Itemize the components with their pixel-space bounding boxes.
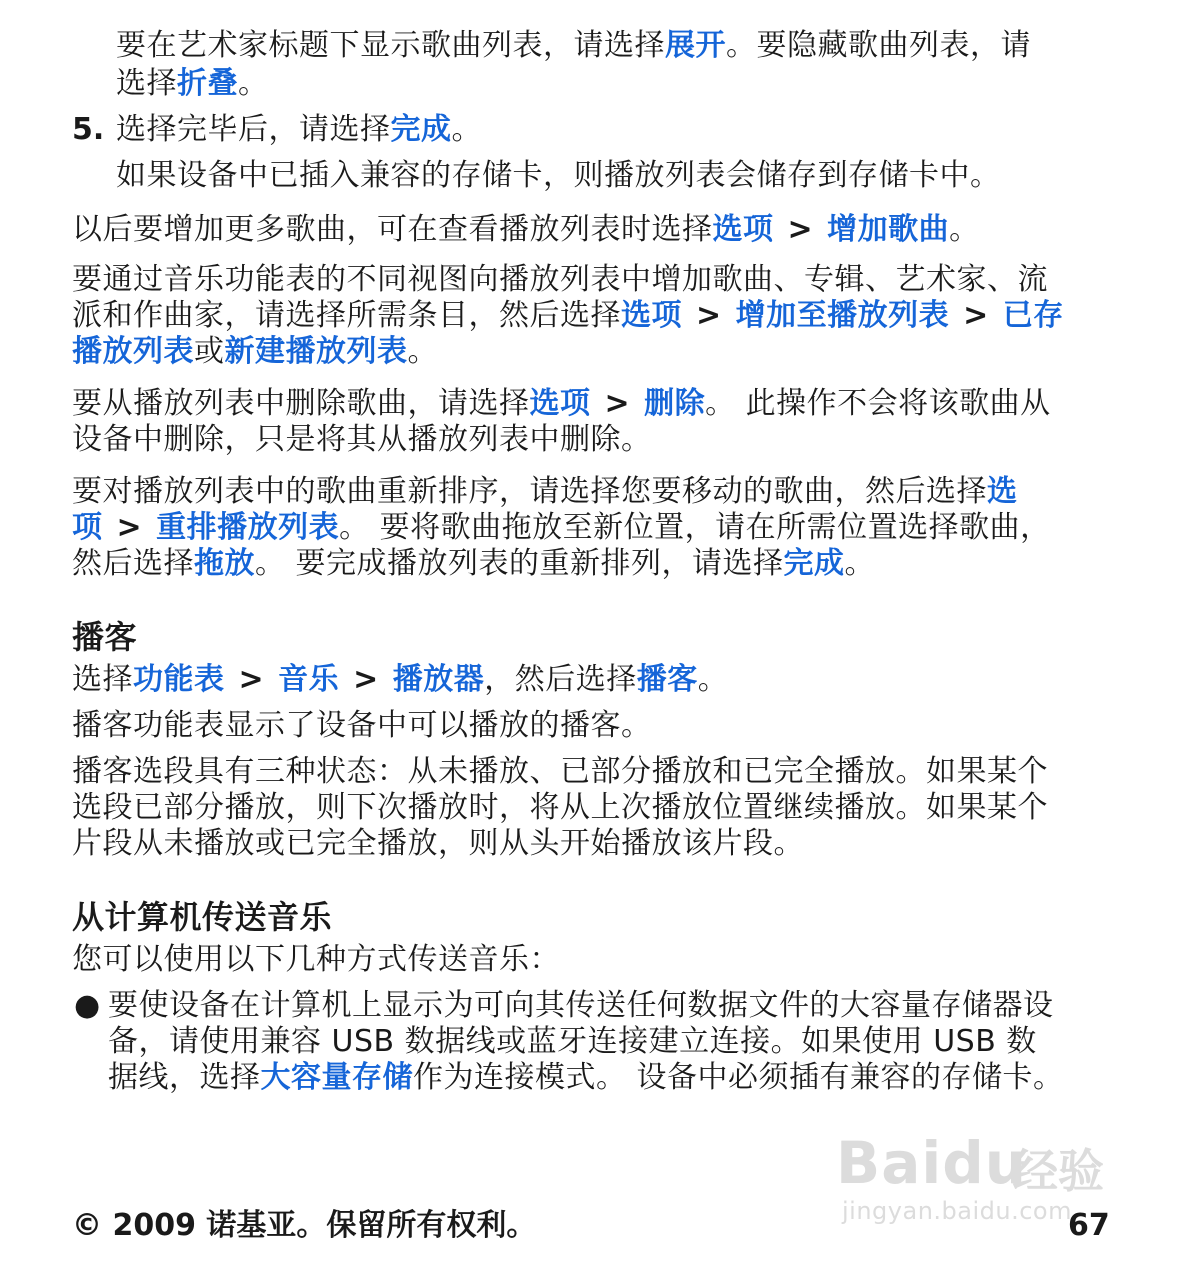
text: 作为连接模式。 设备中必须插有兼容的存储卡。 — [413, 1060, 1064, 1095]
reorder-line-3 — [72, 546, 1112, 582]
menu-separator: > — [353, 662, 379, 697]
keyword-options: 选项 — [621, 298, 682, 333]
keyword-collapse: 折叠 — [177, 66, 238, 101]
text: 或 — [194, 334, 225, 369]
keyword-saved: 已存 — [1002, 298, 1064, 333]
expand-collapse-line-1 — [116, 28, 1156, 64]
text: 要在艺术家标题下显示歌曲列表，请选择 — [116, 28, 665, 63]
text: 然后选择 — [72, 546, 194, 581]
podcast-nav — [72, 662, 1112, 698]
text: 。 — [697, 662, 729, 697]
reorder-line-1 — [72, 474, 1112, 510]
keyword-options-part: 选 — [987, 474, 1018, 509]
keyword-options: 选项 — [529, 386, 591, 421]
copyright: © 2009 诺基亚。保留所有权利。 — [72, 1208, 537, 1243]
keyword-music: 音乐 — [278, 662, 340, 697]
text: 。 此操作不会将该歌曲从 — [705, 386, 1051, 421]
text: 。 — [949, 212, 980, 247]
text: 选择 — [72, 662, 133, 697]
keyword-playlist: 播放列表 — [72, 334, 194, 369]
add-more-songs — [72, 212, 1112, 248]
transfer-bullet-line-2: 备，请使用兼容 USB 数据线或蓝牙连接建立连接。如果使用 USB 数 — [108, 1024, 1037, 1059]
keyword-reorder-playlist: 重排播放列表 — [156, 510, 340, 545]
text: 。 — [238, 66, 269, 101]
keyword-options-part: 项 — [72, 510, 103, 545]
add-via-menu-line-2 — [72, 298, 1112, 334]
page-number: 67 — [1068, 1208, 1110, 1243]
podcast-states-line-1: 播客选段具有三种状态：从未播放、已部分播放和已完全播放。如果某个 — [72, 754, 1048, 789]
text: 。要隐藏歌曲列表，请 — [726, 28, 1031, 63]
text: 。 — [451, 112, 482, 147]
podcast-desc: 播客功能表显示了设备中可以播放的播客。 — [72, 708, 652, 743]
menu-separator: > — [238, 662, 265, 697]
keyword-done: 完成 — [390, 112, 452, 147]
add-via-menu-line-3 — [72, 334, 1112, 370]
keyword-add-to-playlist: 增加至播放列表 — [735, 298, 950, 333]
step-5-text — [116, 112, 1156, 148]
keyword-drag: 拖放 — [194, 546, 255, 581]
keyword-done: 完成 — [783, 546, 845, 581]
menu-separator: > — [696, 298, 722, 333]
keyword-menu: 功能表 — [133, 662, 225, 697]
keyword-mass-storage: 大容量存储 — [260, 1060, 413, 1095]
menu-separator: > — [963, 298, 989, 333]
text: 要从播放列表中删除歌曲，请选择 — [72, 386, 530, 421]
bullet-icon: ● — [74, 988, 101, 1023]
transfer-intro: 您可以使用以下几种方式传送音乐： — [72, 942, 560, 977]
transfer-bullet-line-3 — [108, 1060, 1148, 1096]
baidu-logo: Baidu — [836, 1129, 1028, 1197]
transfer-bullet-line-1: 要使设备在计算机上显示为可向其传送任何数据文件的大容量存储器设 — [108, 988, 1054, 1023]
step-5-note: 如果设备中已插入兼容的存储卡，则播放列表会储存到存储卡中。 — [116, 158, 1001, 193]
menu-separator: > — [116, 510, 143, 545]
step-number: 5. — [72, 112, 105, 147]
delete-line-1 — [72, 386, 1112, 422]
text: 据线，选择 — [108, 1060, 261, 1095]
menu-separator: > — [787, 212, 814, 247]
podcast-states-line-3: 片段从未播放或已完全播放，则从头开始播放该片段。 — [72, 826, 804, 861]
keyword-options: 选项 — [712, 212, 774, 247]
add-via-menu-line-1: 要通过音乐功能表的不同视图向播放列表中增加歌曲、专辑、艺术家、流 — [72, 262, 1048, 297]
text: 。 — [844, 546, 876, 581]
reorder-line-2 — [72, 510, 1112, 546]
keyword-add-song: 增加歌曲 — [827, 212, 950, 247]
podcast-states-line-2: 选段已部分播放，则下次播放时，将从上次播放位置继续播放。如果某个 — [72, 790, 1048, 825]
keyword-delete: 删除 — [644, 386, 706, 421]
text: 要对播放列表中的歌曲重新排序，请选择您要移动的歌曲，然后选择 — [72, 474, 987, 509]
delete-line-2: 设备中删除，只是将其从播放列表中删除。 — [72, 422, 652, 457]
watermark-url: jingyan.baidu.com — [842, 1197, 1072, 1225]
keyword-new-playlist: 新建播放列表 — [224, 334, 408, 369]
expand-collapse-line-2 — [116, 66, 1156, 102]
text: 。 要将歌曲拖放至新位置，请在所需位置选择歌曲， — [339, 510, 1051, 545]
text: 。 要完成播放列表的重新排列，请选择 — [255, 546, 784, 581]
text: 。 — [407, 334, 438, 369]
text: ，然后选择 — [484, 662, 637, 697]
menu-separator: > — [604, 386, 631, 421]
text: 选择 — [116, 66, 177, 101]
keyword-player: 播放器 — [392, 662, 485, 697]
keyword-podcast: 播客 — [636, 662, 698, 697]
text: 以后要增加更多歌曲，可在查看播放列表时选择 — [72, 212, 713, 247]
podcast-heading: 播客 — [72, 618, 138, 656]
jingyan-logo-text: 经验 — [1012, 1144, 1104, 1198]
text: 派和作曲家，请选择所需条目，然后选择 — [72, 298, 621, 333]
transfer-heading: 从计算机传送音乐 — [72, 898, 333, 936]
keyword-expand: 展开 — [665, 28, 726, 63]
text: 选择完毕后，请选择 — [116, 112, 391, 147]
